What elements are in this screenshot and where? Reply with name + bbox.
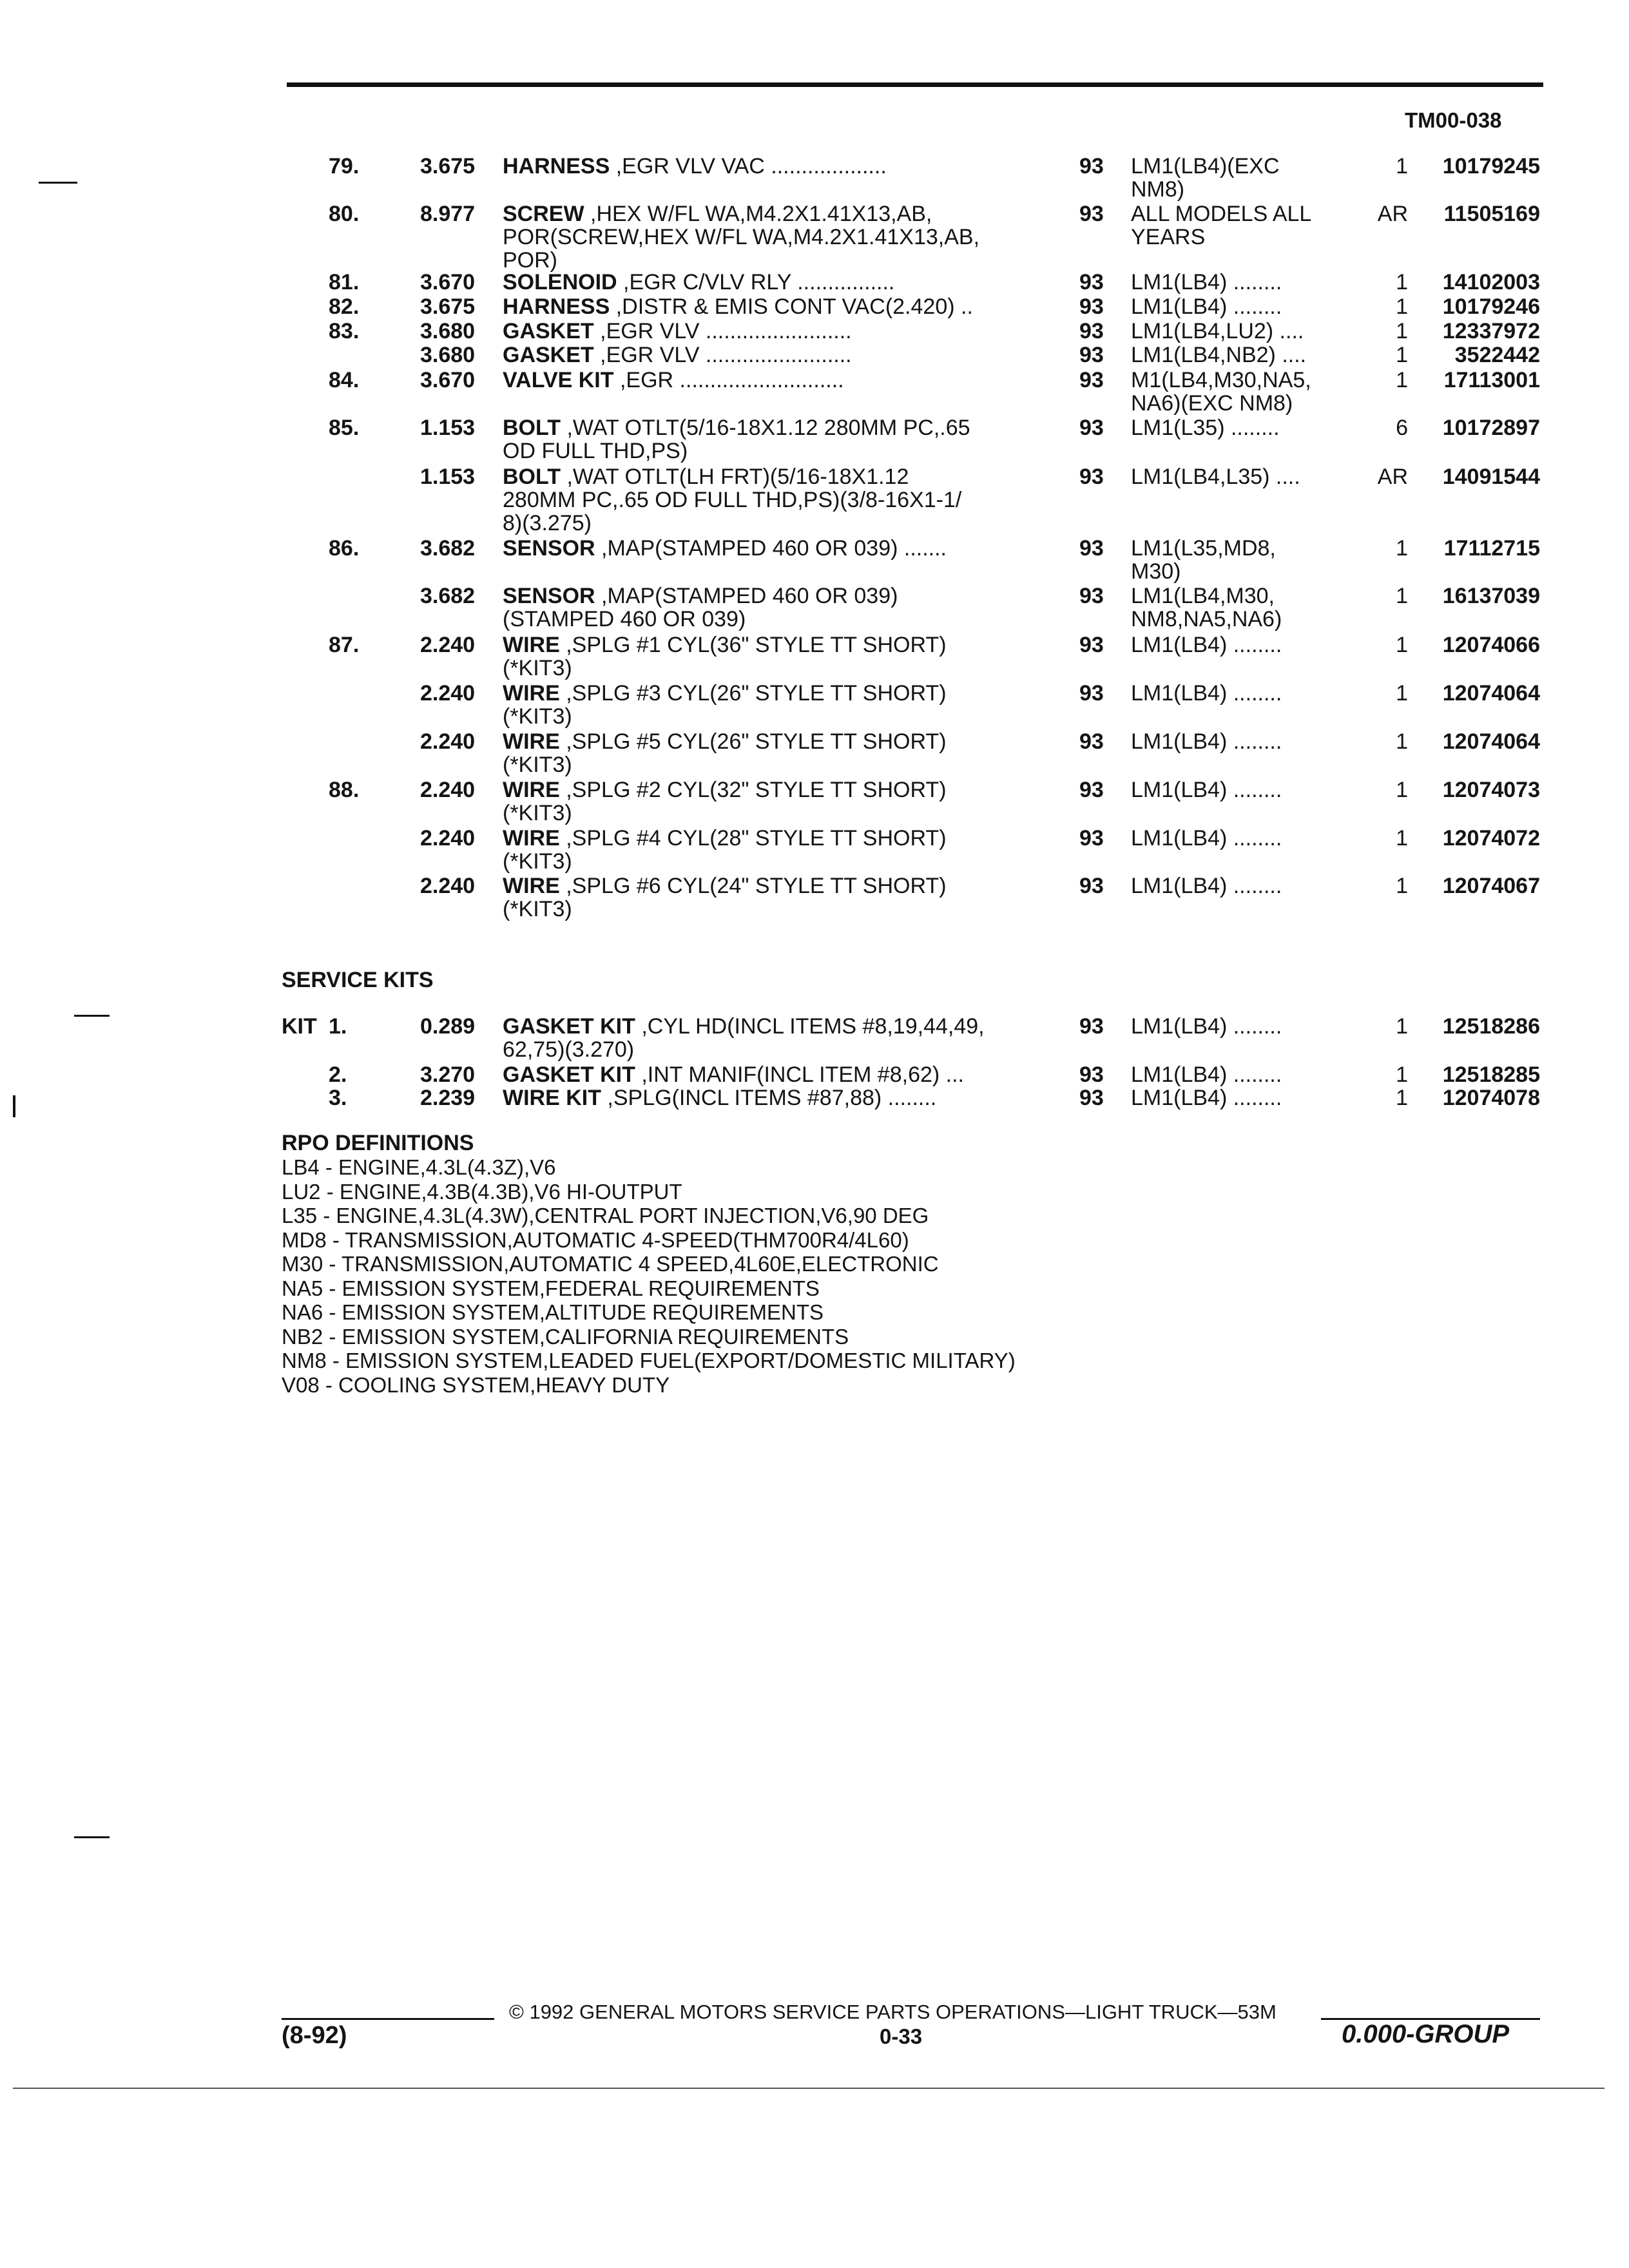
part-description bbox=[503, 1063, 1037, 1086]
part-number: 12337972 bbox=[1442, 319, 1540, 343]
model-line: NM8,NA5,NA6) bbox=[1131, 607, 1282, 631]
part-number: 12074073 bbox=[1442, 778, 1540, 802]
model-year: 93 bbox=[1079, 778, 1104, 802]
item-number: 81. bbox=[329, 270, 360, 294]
model-line: LM1(LB4) ........ bbox=[1131, 294, 1282, 319]
part-description bbox=[503, 537, 1037, 560]
part-number: 10172897 bbox=[1442, 416, 1540, 440]
description-line: 62,75)(3.270) bbox=[503, 1037, 635, 1062]
description-line: HARNESS ,EGR VLV VAC ................... bbox=[503, 154, 887, 178]
model-year: 93 bbox=[1079, 1086, 1104, 1110]
quantity: 1 bbox=[1396, 874, 1408, 898]
model-year: 93 bbox=[1079, 826, 1104, 850]
model-line: LM1(LB4) ........ bbox=[1131, 874, 1282, 898]
model-line: LM1(LB4) ........ bbox=[1131, 1086, 1282, 1110]
part-number: 12074067 bbox=[1442, 874, 1540, 898]
description-line: POR) bbox=[503, 248, 557, 273]
model-year: 93 bbox=[1079, 202, 1104, 226]
rpo-definitions-title: RPO DEFINITIONS bbox=[282, 1131, 474, 1155]
model-year: 93 bbox=[1079, 584, 1104, 608]
part-name: HARNESS bbox=[503, 154, 610, 178]
model-usage bbox=[1131, 1063, 1344, 1086]
part-name: SENSOR bbox=[503, 584, 595, 608]
rpo-definition: NB2 - EMISSION SYSTEM,CALIFORNIA REQUIREMENTS bbox=[282, 1324, 849, 1349]
item-number: 82. bbox=[329, 294, 360, 319]
item-number: 84. bbox=[329, 368, 360, 392]
part-name: WIRE bbox=[503, 729, 560, 754]
model-line: LM1(LB4,L35) .... bbox=[1131, 465, 1300, 489]
model-year: 93 bbox=[1079, 270, 1104, 294]
quantity: 1 bbox=[1396, 1062, 1408, 1087]
model-line: LM1(LB4) ........ bbox=[1131, 681, 1282, 706]
quantity: 1 bbox=[1396, 343, 1408, 367]
group-number: 2.240 bbox=[420, 874, 476, 898]
group-number: 3.670 bbox=[420, 270, 476, 294]
model-year: 93 bbox=[1079, 681, 1104, 706]
group-number: 2.239 bbox=[420, 1086, 476, 1110]
description-line: BOLT ,WAT OTLT(LH FRT)(5/16-18X1.12 bbox=[503, 465, 909, 489]
hole-punch-mark bbox=[74, 1015, 110, 1017]
part-description bbox=[503, 874, 1037, 921]
model-line: LM1(L35,MD8, bbox=[1131, 536, 1276, 561]
model-usage bbox=[1131, 1015, 1344, 1038]
part-number: 10179246 bbox=[1442, 294, 1540, 319]
rpo-definition: NA6 - EMISSION SYSTEM,ALTITUDE REQUIREMENTS bbox=[282, 1300, 824, 1324]
model-usage bbox=[1131, 343, 1344, 367]
part-name: WIRE bbox=[503, 826, 560, 850]
model-usage bbox=[1131, 633, 1344, 657]
group-number: 3.270 bbox=[420, 1062, 476, 1087]
description-line: (*KIT3) bbox=[503, 801, 572, 825]
quantity: 1 bbox=[1396, 536, 1408, 561]
revision-date: (8-92) bbox=[282, 2022, 347, 2049]
rpo-definition: V08 - COOLING SYSTEM,HEAVY DUTY bbox=[282, 1372, 670, 1397]
part-number: 14091544 bbox=[1442, 465, 1540, 489]
document-id: TM00-038 bbox=[1405, 108, 1502, 132]
rpo-definition: LU2 - ENGINE,4.3B(4.3B),V6 HI-OUTPUT bbox=[282, 1179, 682, 1204]
part-description bbox=[503, 271, 1037, 294]
description-line: GASKET KIT ,CYL HD(INCL ITEMS #8,19,44,49, bbox=[503, 1014, 985, 1039]
model-line: LM1(LB4) ........ bbox=[1131, 1014, 1282, 1039]
rpo-definition: NM8 - EMISSION SYSTEM,LEADED FUEL(EXPORT/DOMESTIC MILITARY) bbox=[282, 1349, 1016, 1372]
part-name: GASKET bbox=[503, 343, 594, 367]
model-year: 93 bbox=[1079, 319, 1104, 343]
description-line: WIRE KIT ,SPLG(INCL ITEMS #87,88) ........ bbox=[503, 1086, 937, 1110]
model-year: 93 bbox=[1079, 729, 1104, 754]
quantity: 1 bbox=[1396, 154, 1408, 178]
part-description bbox=[503, 1015, 1037, 1061]
group-number: 2.240 bbox=[420, 778, 476, 802]
description-line: WIRE ,SPLG #6 CYL(24" STYLE TT SHORT) bbox=[503, 874, 947, 898]
part-number: 11505169 bbox=[1443, 202, 1540, 226]
group-number: 1.153 bbox=[420, 465, 476, 489]
part-description bbox=[503, 416, 1037, 463]
group-number: 2.240 bbox=[420, 729, 476, 754]
description-line: SENSOR ,MAP(STAMPED 460 OR 039) ....... bbox=[503, 536, 947, 561]
part-number: 14102003 bbox=[1442, 270, 1540, 294]
hole-punch-mark bbox=[74, 1836, 110, 1838]
model-year: 93 bbox=[1079, 294, 1104, 319]
quantity: AR bbox=[1377, 465, 1408, 489]
model-line: LM1(LB4,NB2) .... bbox=[1131, 343, 1307, 367]
quantity: 1 bbox=[1396, 633, 1408, 657]
part-name: WIRE bbox=[503, 633, 560, 657]
part-name: WIRE bbox=[503, 681, 560, 706]
model-usage bbox=[1131, 369, 1344, 415]
model-line: LM1(LB4) ........ bbox=[1131, 826, 1282, 850]
model-line: LM1(LB4) ........ bbox=[1131, 1062, 1282, 1087]
quantity: 1 bbox=[1396, 1086, 1408, 1110]
header-rule bbox=[287, 82, 1543, 87]
description-line: SOLENOID ,EGR C/VLV RLY ................ bbox=[503, 270, 895, 294]
group-number: 3.682 bbox=[420, 584, 476, 608]
item-number: 2. bbox=[329, 1062, 347, 1087]
model-usage bbox=[1131, 827, 1344, 850]
model-usage bbox=[1131, 778, 1344, 802]
group-number: 3.682 bbox=[420, 536, 476, 561]
quantity: 1 bbox=[1396, 319, 1408, 343]
item-number: 3. bbox=[329, 1086, 347, 1110]
model-line: ALL MODELS ALL bbox=[1131, 202, 1312, 226]
part-description bbox=[503, 827, 1037, 873]
part-description bbox=[503, 730, 1037, 776]
description-line: WIRE ,SPLG #5 CYL(26" STYLE TT SHORT) bbox=[503, 729, 947, 754]
part-number: 12074072 bbox=[1442, 826, 1540, 850]
model-usage bbox=[1131, 1086, 1344, 1110]
model-year: 93 bbox=[1079, 536, 1104, 561]
rpo-definition: L35 - ENGINE,4.3L(4.3W),CENTRAL PORT INJECTION,V6,90 DEG bbox=[282, 1204, 929, 1227]
model-usage bbox=[1131, 271, 1344, 294]
model-line: LM1(LB4) ........ bbox=[1131, 778, 1282, 802]
model-year: 93 bbox=[1079, 874, 1104, 898]
item-number: 87. bbox=[329, 633, 360, 657]
description-line: SCREW ,HEX W/FL WA,M4.2X1.41X13,AB, bbox=[503, 202, 932, 226]
quantity: 1 bbox=[1396, 294, 1408, 319]
group-number: 0.289 bbox=[420, 1014, 476, 1039]
group-number: 3.670 bbox=[420, 368, 476, 392]
part-number: 17112715 bbox=[1443, 536, 1540, 561]
part-name: HARNESS bbox=[503, 294, 610, 319]
model-line: M1(LB4,M30,NA5, bbox=[1131, 368, 1311, 392]
part-name: GASKET KIT bbox=[503, 1062, 635, 1087]
model-usage bbox=[1131, 730, 1344, 753]
model-line: LM1(L35) ........ bbox=[1131, 416, 1280, 440]
description-line: WIRE ,SPLG #4 CYL(28" STYLE TT SHORT) bbox=[503, 826, 947, 850]
part-name: GASKET KIT bbox=[503, 1014, 635, 1039]
model-line: LM1(LB4,LU2) .... bbox=[1131, 319, 1304, 343]
model-year: 93 bbox=[1079, 416, 1104, 440]
description-line: SENSOR ,MAP(STAMPED 460 OR 039) bbox=[503, 584, 898, 608]
item-number: 86. bbox=[329, 536, 360, 561]
group-number: 8.977 bbox=[420, 202, 476, 226]
description-line: POR(SCREW,HEX W/FL WA,M4.2X1.41X13,AB, bbox=[503, 225, 980, 249]
description-line: (*KIT3) bbox=[503, 897, 572, 921]
model-usage bbox=[1131, 874, 1344, 898]
part-description bbox=[503, 369, 1037, 392]
copyright-notice: © 1992 GENERAL MOTORS SERVICE PARTS OPERATIONS—LIGHT TRUCK—53M bbox=[509, 2001, 1277, 2023]
description-line: (*KIT3) bbox=[503, 849, 572, 874]
part-number: 12518285 bbox=[1442, 1062, 1540, 1087]
part-description bbox=[503, 778, 1037, 825]
part-name: SOLENOID bbox=[503, 270, 617, 294]
part-name: SCREW bbox=[503, 202, 584, 226]
description-line: (STAMPED 460 OR 039) bbox=[503, 607, 746, 631]
part-number: 16137039 bbox=[1442, 584, 1540, 608]
rpo-definitions-list bbox=[282, 1155, 1016, 1397]
description-line: BOLT ,WAT OTLT(5/16-18X1.12 280MM PC,.65 bbox=[503, 416, 970, 440]
model-line: LM1(LB4) ........ bbox=[1131, 729, 1282, 754]
description-line: 8)(3.275) bbox=[503, 511, 592, 535]
description-line: VALVE KIT ,EGR ........................... bbox=[503, 368, 844, 392]
description-line: (*KIT3) bbox=[503, 704, 572, 729]
model-usage bbox=[1131, 584, 1344, 631]
footer-rule-left bbox=[282, 2018, 494, 2020]
part-name: GASKET bbox=[503, 319, 594, 343]
part-name: WIRE bbox=[503, 874, 560, 898]
item-number: 80. bbox=[329, 202, 360, 226]
description-line: WIRE ,SPLG #3 CYL(26" STYLE TT SHORT) bbox=[503, 681, 947, 706]
quantity: 1 bbox=[1396, 778, 1408, 802]
group-number: 3.680 bbox=[420, 343, 476, 367]
model-usage bbox=[1131, 155, 1344, 201]
model-year: 93 bbox=[1079, 154, 1104, 178]
description-line: HARNESS ,DISTR & EMIS CONT VAC(2.420) .. bbox=[503, 294, 973, 319]
item-number: 79. bbox=[329, 154, 360, 178]
model-year: 93 bbox=[1079, 465, 1104, 489]
rpo-definition: MD8 - TRANSMISSION,AUTOMATIC 4-SPEED(THM700R4/4L60) bbox=[282, 1227, 909, 1252]
model-usage bbox=[1131, 416, 1344, 439]
scan-mark bbox=[13, 1095, 15, 1117]
part-number: 12518286 bbox=[1442, 1014, 1540, 1039]
part-name: BOLT bbox=[503, 465, 561, 489]
part-description bbox=[503, 1086, 1037, 1110]
part-number: 10179245 bbox=[1442, 154, 1540, 178]
model-line: LM1(LB4) ........ bbox=[1131, 633, 1282, 657]
item-number: 1. bbox=[329, 1014, 347, 1039]
group-number: 3.680 bbox=[420, 319, 476, 343]
quantity: AR bbox=[1377, 202, 1408, 226]
model-year: 93 bbox=[1079, 1062, 1104, 1087]
part-name: BOLT bbox=[503, 416, 561, 440]
model-year: 93 bbox=[1079, 368, 1104, 392]
group-id: 0.000-GROUP bbox=[1342, 2020, 1510, 2048]
group-number: 1.153 bbox=[420, 416, 476, 440]
part-description bbox=[503, 465, 1037, 535]
description-line: OD FULL THD,PS) bbox=[503, 439, 688, 463]
quantity: 1 bbox=[1396, 270, 1408, 294]
description-line: WIRE ,SPLG #1 CYL(36" STYLE TT SHORT) bbox=[503, 633, 947, 657]
item-number: 85. bbox=[329, 416, 360, 440]
page-number: 0-33 bbox=[880, 2024, 923, 2048]
part-number: 3522442 bbox=[1454, 343, 1540, 367]
quantity: 1 bbox=[1396, 681, 1408, 706]
description-line: (*KIT3) bbox=[503, 656, 572, 680]
model-year: 93 bbox=[1079, 343, 1104, 367]
model-line: M30) bbox=[1131, 559, 1181, 584]
part-description bbox=[503, 295, 1037, 318]
model-line: NM8) bbox=[1131, 177, 1185, 202]
part-name: WIRE bbox=[503, 778, 560, 802]
model-line: LM1(LB4)(EXC bbox=[1131, 154, 1280, 178]
part-description bbox=[503, 682, 1037, 728]
description-line: WIRE ,SPLG #2 CYL(32" STYLE TT SHORT) bbox=[503, 778, 947, 802]
quantity: 6 bbox=[1396, 416, 1408, 440]
item-number: 88. bbox=[329, 778, 360, 802]
part-description bbox=[503, 633, 1037, 680]
part-description bbox=[503, 343, 1037, 367]
part-name: VALVE KIT bbox=[503, 368, 614, 392]
part-name: SENSOR bbox=[503, 536, 595, 561]
group-number: 3.675 bbox=[420, 294, 476, 319]
part-description bbox=[503, 155, 1037, 178]
quantity: 1 bbox=[1396, 1014, 1408, 1039]
description-line: GASKET KIT ,INT MANIF(INCL ITEM #8,62) ... bbox=[503, 1062, 964, 1087]
quantity: 1 bbox=[1396, 584, 1408, 608]
part-number: 17113001 bbox=[1443, 368, 1540, 392]
model-line: YEARS bbox=[1131, 225, 1206, 249]
quantity: 1 bbox=[1396, 826, 1408, 850]
model-usage bbox=[1131, 320, 1344, 343]
group-number: 2.240 bbox=[420, 633, 476, 657]
scan-edge-rule bbox=[13, 2088, 1605, 2089]
model-usage bbox=[1131, 202, 1344, 249]
service-kits-title: SERVICE KITS bbox=[282, 968, 434, 992]
part-name: WIRE KIT bbox=[503, 1086, 601, 1110]
part-description bbox=[503, 320, 1037, 343]
model-line: NA6)(EXC NM8) bbox=[1131, 391, 1293, 416]
kit-label: KIT bbox=[282, 1014, 317, 1039]
part-number: 12074078 bbox=[1442, 1086, 1540, 1110]
model-line: LM1(LB4) ........ bbox=[1131, 270, 1282, 294]
model-usage bbox=[1131, 295, 1344, 318]
part-number: 12074066 bbox=[1442, 633, 1540, 657]
model-line: LM1(LB4,M30, bbox=[1131, 584, 1275, 608]
item-number: 83. bbox=[329, 319, 360, 343]
model-usage bbox=[1131, 682, 1344, 705]
part-number: 12074064 bbox=[1442, 729, 1540, 754]
description-line: GASKET ,EGR VLV ........................ bbox=[503, 343, 852, 367]
rpo-definition: M30 - TRANSMISSION,AUTOMATIC 4 SPEED,4L60E,ELECTRONIC bbox=[282, 1252, 939, 1276]
hole-punch-mark bbox=[39, 182, 77, 184]
description-line: GASKET ,EGR VLV ........................ bbox=[503, 319, 852, 343]
group-number: 3.675 bbox=[420, 154, 476, 178]
rpo-definition: LB4 - ENGINE,4.3L(4.3Z),V6 bbox=[282, 1155, 556, 1179]
description-line: 280MM PC,.65 OD FULL THD,PS)(3/8-16X1-1/ bbox=[503, 488, 962, 512]
rpo-definition: NA5 - EMISSION SYSTEM,FEDERAL REQUIREMENTS bbox=[282, 1276, 820, 1300]
description-line: (*KIT3) bbox=[503, 753, 572, 777]
part-description bbox=[503, 202, 1037, 272]
part-description bbox=[503, 584, 1037, 631]
part-number: 12074064 bbox=[1442, 681, 1540, 706]
quantity: 1 bbox=[1396, 368, 1408, 392]
model-usage bbox=[1131, 537, 1344, 583]
model-usage bbox=[1131, 465, 1344, 488]
quantity: 1 bbox=[1396, 729, 1408, 754]
model-year: 93 bbox=[1079, 1014, 1104, 1039]
group-number: 2.240 bbox=[420, 826, 476, 850]
model-year: 93 bbox=[1079, 633, 1104, 657]
group-number: 2.240 bbox=[420, 681, 476, 706]
